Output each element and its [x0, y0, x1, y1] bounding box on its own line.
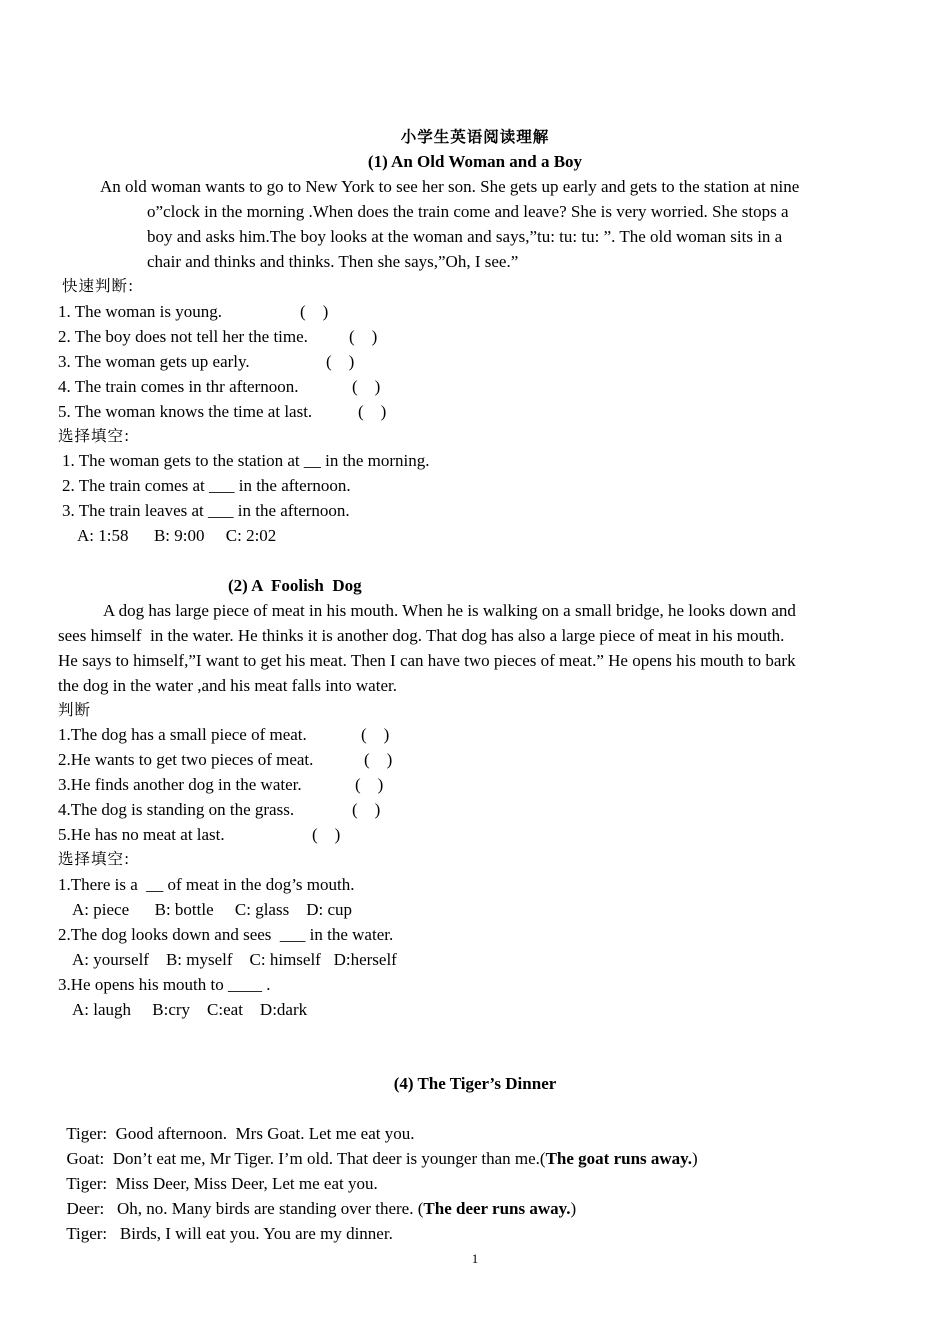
dialogue-line — [58, 1196, 393, 1246]
s1-tf-item: 5. The woman knows the time at last. — [58, 402, 313, 421]
s2-paragraph-line: sees himself in the water. He thinks it is another dog. That dog has also a large piece of meat in his mouth. — [58, 626, 785, 645]
s2-choice-options: A: yourself B: myself C: himself D:herself — [72, 950, 397, 969]
dialogue-text: Tiger: Good afternoon. Mrs Goat. Let me eat you. — [66, 1124, 415, 1143]
s2-tf-item: 4.The dog is standing on the grass. — [58, 800, 295, 819]
s1-choice-item: 3. The train leaves at ___ in the afternoon. — [62, 501, 350, 520]
page-title: 小学生英语阅读理解 — [400, 128, 550, 146]
s2-tf-item: 2.He wants to get two pieces of meat. — [58, 750, 314, 769]
dialogue-text: Goat: Don’t eat me, Mr Tiger. I’m old. That deer is younger than me.( — [66, 1149, 546, 1168]
s2-judge-label: 判断 — [58, 701, 92, 719]
stage-direction: The deer runs away. — [423, 1199, 571, 1218]
section-1-heading: (1) An Old Woman and a Boy — [367, 152, 583, 171]
s2-choice-item: 2.The dog looks down and sees ___ in the water. — [58, 925, 394, 944]
s1-paragraph-line: An old woman wants to go to New York to see her son. She gets up early and gets to the station at nine — [100, 177, 800, 196]
dialogue-text: Deer: Oh, no. Many birds are standing over there. ( — [66, 1199, 424, 1218]
page-number: 1 — [471, 1251, 479, 1266]
answer-paren[interactable]: ( ) — [352, 800, 381, 819]
s1-tf-item: 3. The woman gets up early. — [58, 352, 250, 371]
s2-paragraph-line: A dog has large piece of meat in his mouth. When he is walking on a small bridge, he looks down and — [103, 601, 796, 620]
answer-paren[interactable]: ( ) — [312, 825, 341, 844]
s2-choice-item: 3.He opens his mouth to ____ . — [58, 975, 271, 994]
s1-paragraph-line: o”clock in the morning .When does the train come and leave? She is very worried. She stops a — [147, 202, 789, 221]
answer-paren[interactable]: ( ) — [361, 725, 390, 744]
s1-choice-item: 1. The woman gets to the station at __ in the morning. — [62, 451, 430, 470]
s2-tf-item: 5.He has no meat at last. — [58, 825, 225, 844]
answer-paren[interactable]: ( ) — [300, 302, 329, 321]
s2-choice-options: A: laugh B:cry C:eat D:dark — [72, 1000, 308, 1019]
answer-paren[interactable]: ( ) — [349, 327, 378, 346]
s1-tf-item: 2. The boy does not tell her the time. — [58, 327, 308, 346]
s1-tf-item: 4. The train comes in thr afternoon. — [58, 377, 299, 396]
s2-tf-item: 1.The dog has a small piece of meat. — [58, 725, 307, 744]
answer-paren[interactable]: ( ) — [355, 775, 384, 794]
s2-choice-item: 1.There is a __ of meat in the dog’s mouth. — [58, 875, 355, 894]
dialogue-text: Tiger: Miss Deer, Miss Deer, Let me eat you. — [66, 1174, 378, 1193]
answer-paren[interactable]: ( ) — [326, 352, 355, 371]
s2-choice-options: A: piece B: bottle C: glass D: cup — [72, 900, 352, 919]
dialogue-text: Tiger: Birds, I will eat you. You are my dinner. — [66, 1224, 393, 1243]
answer-paren[interactable]: ( ) — [364, 750, 393, 769]
dialogue-tail: ) — [570, 1199, 577, 1218]
answer-paren[interactable]: ( ) — [358, 402, 387, 421]
s1-tf-item: 1. The woman is young. — [58, 302, 223, 321]
s2-choice-label: 选择填空: — [58, 850, 131, 868]
section-2-heading: (2) A Foolish Dog — [228, 576, 362, 595]
s1-choice-options: A: 1:58 B: 9:00 C: 2:02 — [77, 526, 277, 545]
answer-paren[interactable]: ( ) — [352, 377, 381, 396]
s1-judge-label: 快速判断: — [62, 277, 135, 295]
s2-paragraph-line: the dog in the water ,and his meat falls into water. — [58, 676, 397, 695]
s2-paragraph-line: He says to himself,”I want to get his meat. Then I can have two pieces of meat.” He opens his mouth to bark — [58, 651, 796, 670]
s1-paragraph-line: chair and thinks and thinks. Then she says,”Oh, I see.” — [147, 252, 519, 271]
stage-direction: The goat runs away. — [545, 1149, 692, 1168]
s2-tf-item: 3.He finds another dog in the water. — [58, 775, 302, 794]
s1-paragraph-line: boy and asks him.The boy looks at the woman and says,”tu: tu: tu: ”. The old woman sits in a — [147, 227, 783, 246]
dialogue-tail: ) — [692, 1149, 698, 1168]
s1-choice-item: 2. The train comes at ___ in the afternoon. — [62, 476, 351, 495]
section-4-heading: (4) The Tiger’s Dinner — [393, 1074, 557, 1093]
s1-choice-label: 选择填空: — [58, 427, 131, 445]
